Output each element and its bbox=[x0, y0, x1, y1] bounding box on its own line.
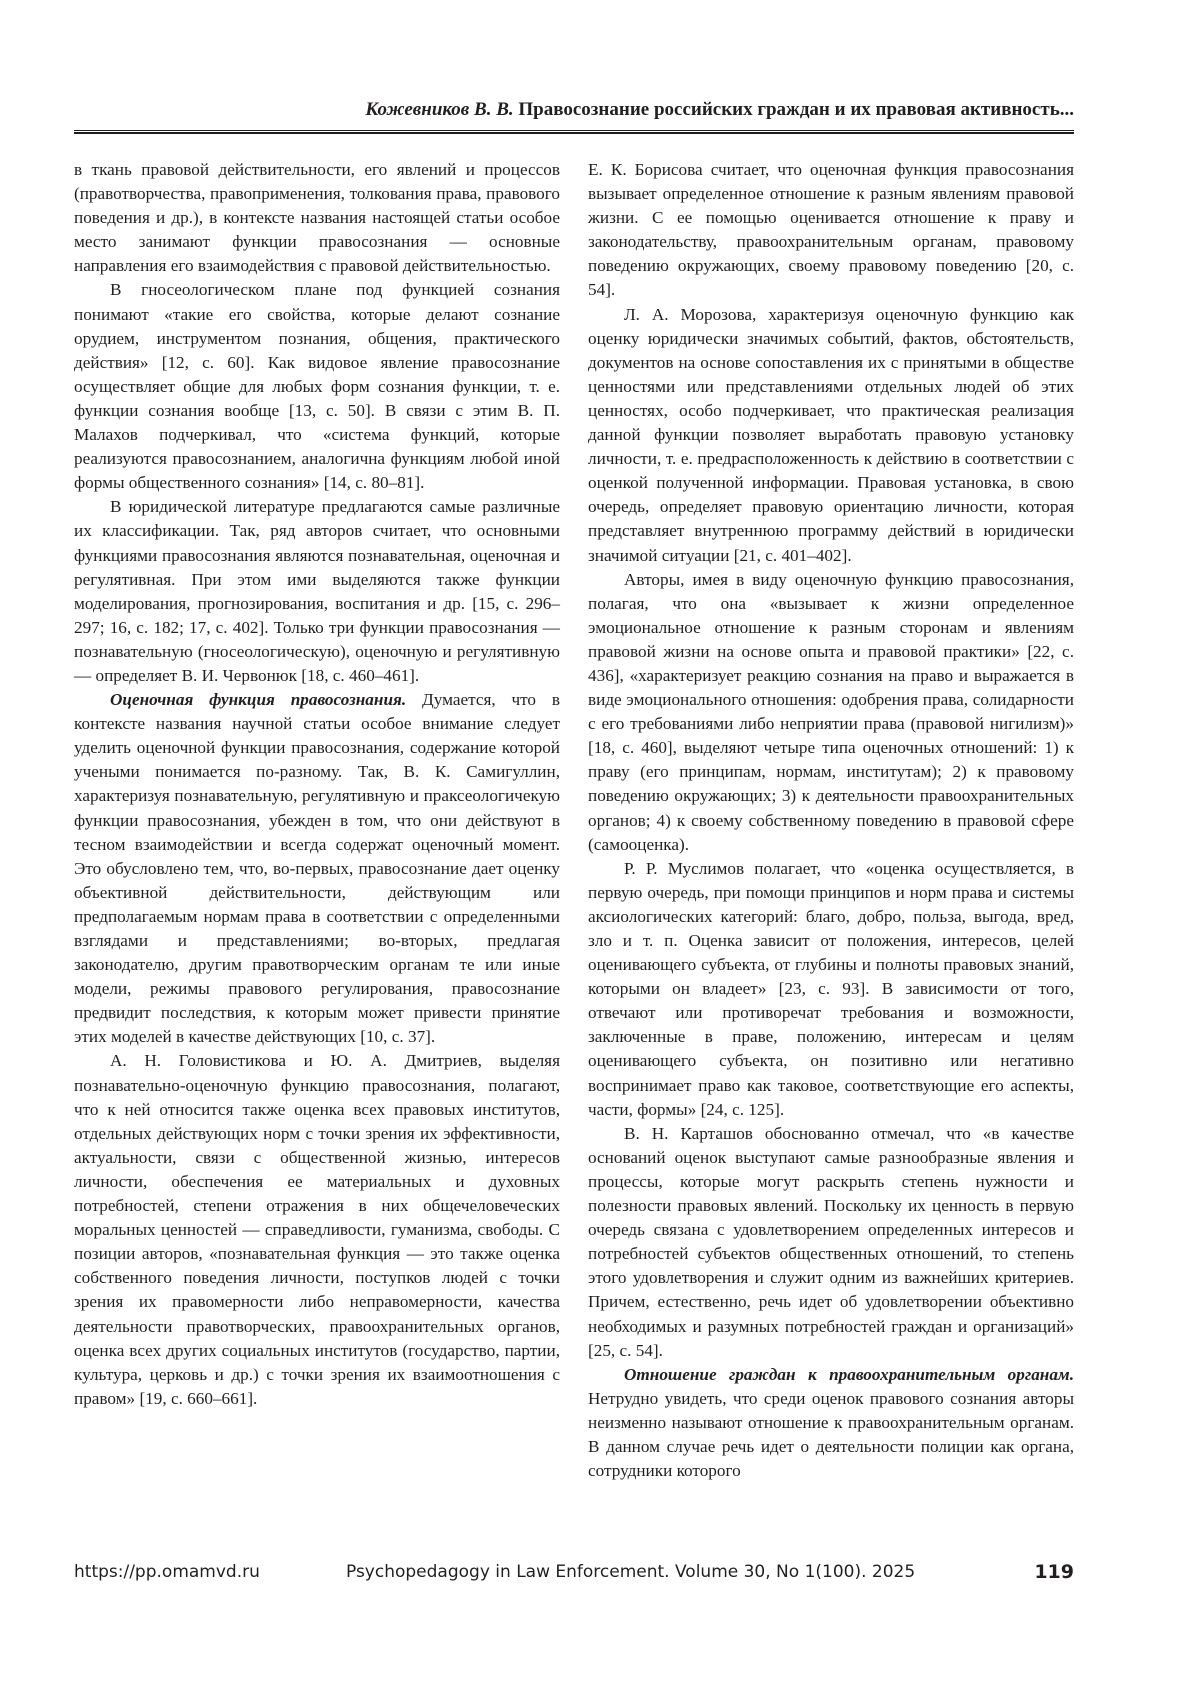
header-author: Кожевников В. В. bbox=[365, 99, 514, 120]
paragraph: Р. Р. Муслимов полагает, что «оценка осуществляется, в первую очередь, при помощи принципов и норм права и системы аксиологических категорий: благо, добро, польза, выгода, вред, зло и т. п. Оценка зависит от положения, интересов, целей оценивающего субъекта, от глубины и полноты правовых знаний, которыми он владеет» [23, с. 93]. В зависимости от того, отвечают или противоречат требования и возможности, заключенные в праве, положению, интересам и целям оценивающего субъекта, он позитивно или негативно воспринимает право как таковое, соответствующие его аспекты, части, формы» [24, с. 125]. bbox=[588, 858, 1074, 1119]
paragraph: В. Н. Карташов обоснованно отмечал, что «в качестве оснований оценок выступают самые разнообразные явления и процессы, которые могут раскрыть степень нужности и полезности правовых явлений. Поскольку их ценность в первую очередь связана с удовлетворением определенных интересов и потребностей субъектов общественных отношений, то степень этого удовлетворения и служит одним из важнейших критериев. Причем, естественно, речь идет об удовлетворении объективно необходимых и разумных потребностей граждан и организаций» [25, с. 54]. bbox=[588, 1123, 1074, 1360]
running-header bbox=[74, 96, 1074, 131]
paragraph: Л. А. Морозова, характеризуя оценочную функцию как оценку юридически значимых событий, фактов, обстоятельств, документов на основе сопоставления их с принятыми в обществе ценностями или представлениями отдельных людей об этих ценностях, особо подчеркивает, что практическая реализация данной функции позволяет выработать правовую установку личности, т. е. предрасположенность к действию в соответствии с оценкой полученной информации. Правовая установка, в свою очередь, определяет правовую ориентацию личности, которая представляет внутреннюю программу действий в юридически значимой ситуации [21, с. 401–402]. bbox=[588, 304, 1074, 565]
paragraph: Е. К. Борисова считает, что оценочная функция правосознания вызывает определенное отношение к разным явлениям правовой жизни. С ее помощью оценивается отношение к праву и законодательству, правоохранительным органам, правовому поведению окружающих, своему правовому поведению [20, с. 54]. bbox=[588, 160, 1074, 300]
left-column bbox=[74, 158, 560, 1411]
section-lead: Отношение граждан к правоохранительным органам. bbox=[624, 1364, 1074, 1384]
paragraph: Отношение граждан к правоохранительным органам. Нетрудно увидеть, что среди оценок правового сознания авторы неизменно называют отношение к правоохранительным органам. В данном случае речь идет о деятельности полиции как органа, сотрудники которого bbox=[588, 1364, 1074, 1481]
paragraph: Авторы, имея в виду оценочную функцию правосознания, полагая, что она «вызывает к жизни определенное эмоциональное отношение к разным сторонам и явлениям правовой жизни на основе опыта и правовой практики» [22, с. 436], «характеризует реакцию сознания на право и выражается в виде эмоционального отношения: одобрения права, солидарности с его требованиями либо неприятии права (правовой нигилизм)» [18, с. 460], выделяют четыре типа оценочных отношений: 1) к праву (его принципам, нормам, институтам); 2) к правовому поведению окружающих; 3) к деятельности правоохранительных органов; 4) к своему собственному поведению в правовой сфере (самооценка). bbox=[588, 569, 1074, 854]
paragraph: Оценочная функция правосознания. Думается, что в контексте названия научной статьи особое внимание следует уделить оценочной функции правосознания, содержание которой учеными понимается по-разному. Так, В. К. Самигуллин, характеризуя познавательную, регулятивную и праксеологичекую функции правосознания, убежден в том, что они действуют в тесном взаимодействии и всегда содержат оценочный момент. Это обусловлено тем, что, во-первых, правосознание дает оценку объективной действительности, действующим или предполагаемым нормам права в соответствии с определенными взглядами и представлениями; во-вторых, предлагая законодателю, другим правотворческим органам те или иные модели, режимы правового регулирования, правосознание предвидит последствия, к которым может привести принятие этих моделей в качестве действующих [10, с. 37]. bbox=[74, 690, 560, 1047]
right-column bbox=[588, 158, 1074, 1483]
journal-url[interactable]: https://pp.omamvd.ru bbox=[74, 1562, 260, 1582]
header-title: Правосознание российских граждан и их правовая активность... bbox=[518, 99, 1074, 120]
journal-citation: Psychopedagogy in Law Enforcement. Volume 30, No 1(100). 2025 bbox=[346, 1562, 916, 1582]
paragraph: в ткань правовой действительности, его явлений и процессов (правотворчества, правоприменения, толкования права, правового поведения и др.), в контексте названия настоящей статьи особое место занимают функции правосознания — основные направления его взаимодействия с правовой действительностью. bbox=[74, 160, 560, 276]
paragraph: А. Н. Головистикова и Ю. А. Дмитриев, выделяя познавательно-оценочную функцию правосознания, полагают, что к ней относится также оценка всех правовых институтов, отдельных действующих норм с точки зрения их эффективности, актуальности, связи с общественной жизнью, интересов личности, обеспечения ее материальных и духовных потребностей, степени отражения в них общечеловеческих моральных ценностей — справедливости, гуманизма, свободы. С позиции авторов, «познавательная функция — это также оценка собственного поведения личности, поступков людей с точки зрения их правомерности либо неправомерности, качества деятельности правотворческих, правоохранительных органов, оценка всех других социальных институтов (государство, партии, культура, церковь и др.) с точки зрения их взаимоотношения с правом» [19, с. 660–661]. bbox=[74, 1051, 560, 1408]
paragraph: В гносеологическом плане под функцией сознания понимают «такие его свойства, которые делают сознание орудием, инструментом познания, общения, практического действия» [12, с. 60]. Как видовое явление правосознание осуществляет общие для любых форм сознания функции, т. е. функции сознания вообще [13, с. 50]. В связи с этим В. П. Малахов подчеркивал, что «система функций, которые реализуются правосознанием, аналогична функциям любой иной формы общественного сознания» [14, с. 80–81]. bbox=[74, 280, 560, 493]
running-footer bbox=[74, 1560, 1074, 1584]
section-lead: Оценочная функция правосознания. bbox=[110, 690, 407, 710]
paragraph: В юридической литературе предлагаются самые различные их классификации. Так, ряд авторов считает, что основными функциями правосознания являются познавательная, оценочная и регулятивная. При этом ими выделяются также функции моделирования, прогнозирования, воспитания и др. [15, с. 296–297; 16, с. 182; 17, с. 402]. Только три функции правосознания — познавательную (гносеологическую), оценочную и регулятивную — определяет В. И. Червонюк [18, с. 460–461]. bbox=[74, 497, 560, 685]
page-number: 119 bbox=[1034, 1561, 1074, 1583]
